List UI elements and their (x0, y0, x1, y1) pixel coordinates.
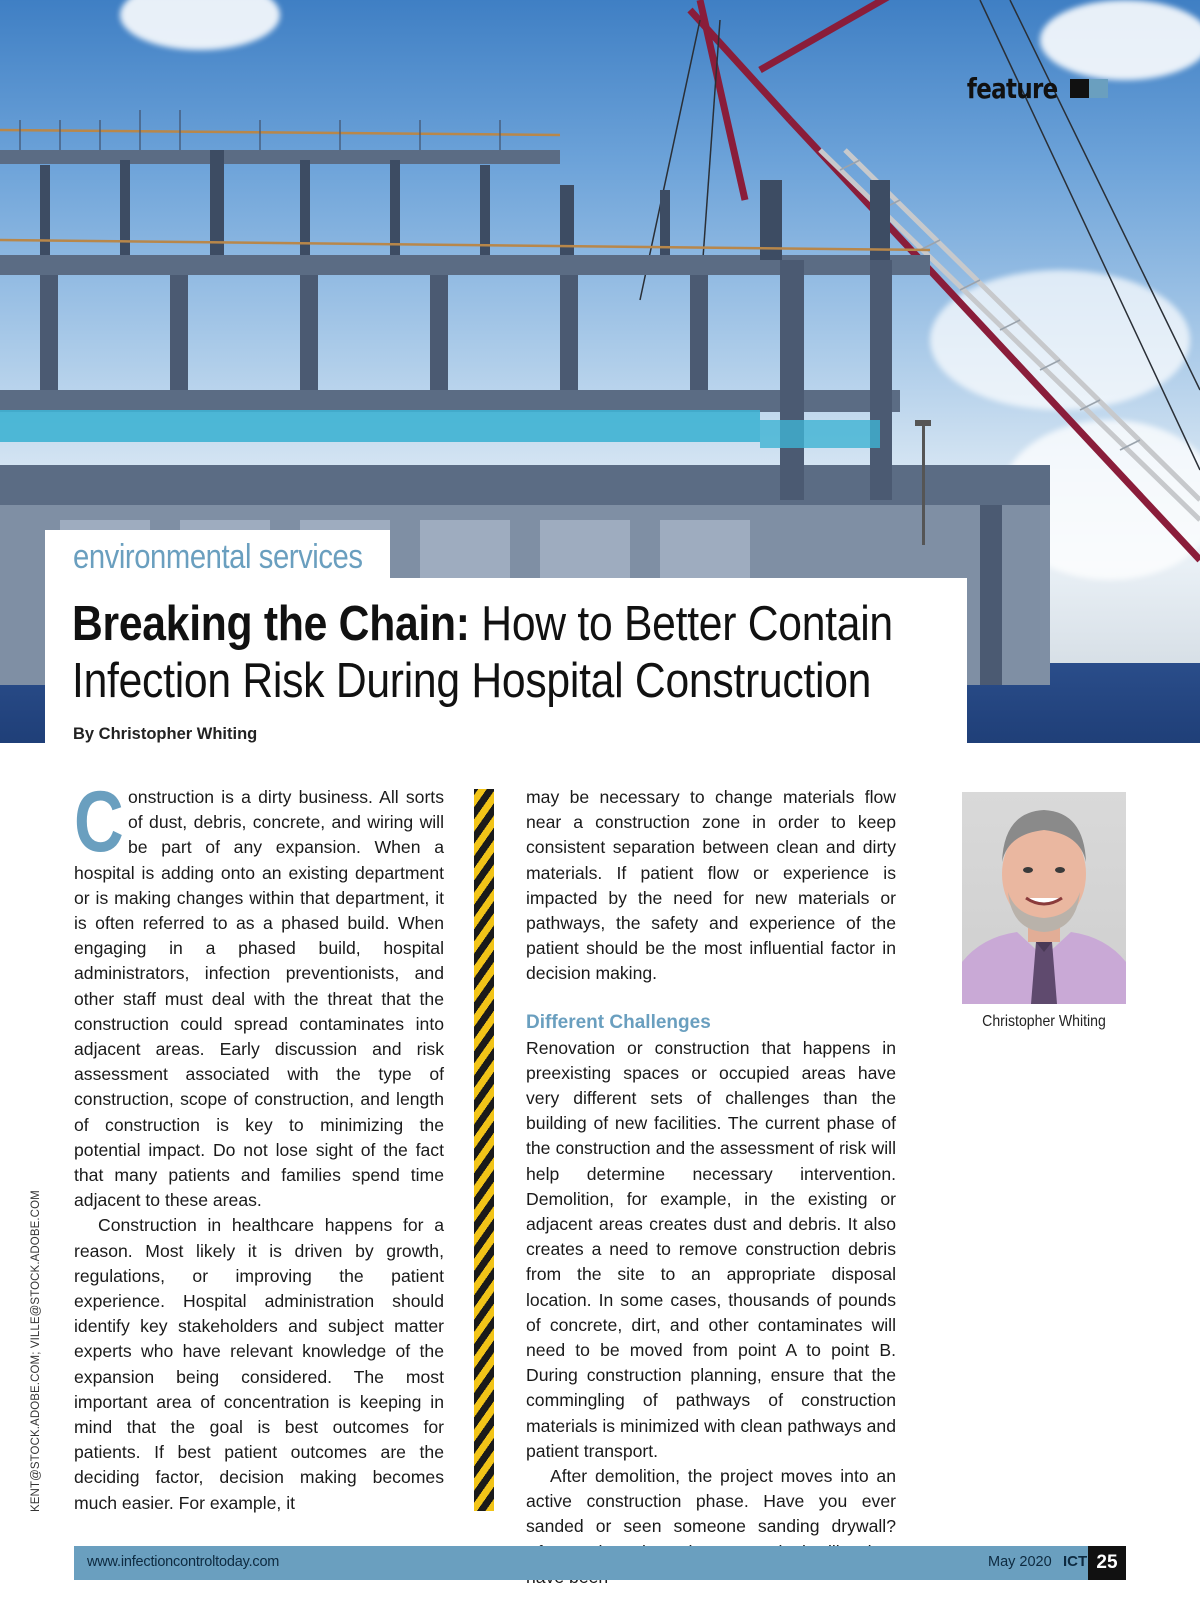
feature-squares-icon (1070, 79, 1108, 98)
feature-tag (947, 72, 1108, 105)
headline-bold: Breaking the Chain: (72, 597, 470, 651)
article-headline (72, 596, 907, 710)
footer-date: May 2020 (988, 1554, 1052, 1570)
article-column-2 (526, 785, 896, 1590)
subheading: Different Challenges (526, 1011, 711, 1033)
author-portrait-icon (962, 792, 1126, 1004)
paragraph (74, 774, 444, 1213)
author-photo-caption: Christopher Whiting (982, 1013, 1106, 1030)
section-label: environmental services (73, 538, 363, 576)
drop-cap: C (74, 774, 124, 870)
footer-magazine: ICT (1063, 1553, 1088, 1570)
photo-credit: KENT@STOCK.ADOBE.COM; VILLE@STOCK.ADOBE.COM (30, 1190, 42, 1512)
feature-label: feature (967, 72, 1058, 105)
paragraph: may be necessary to change materials flow near a construction zone in order to keep consistent separation between clean and dirty materials. If patient flow or experience is impacted by the need for new materials or pathways, the safety and experience of the patient should be the most influential factor in decision making. (526, 787, 896, 984)
author-photo (962, 792, 1126, 1004)
paragraph: Renovation or construction that happens in preexisting spaces or occupied areas have very different sets of challenges than the building of new facilities. The current phase of the construction and the assessment of risk will help determine necessary intervention. Demolition, for example, in the existing or adjacent areas creates dust and debris. It also creates a need to remove construction debris from the site to an appropriate disposal location. In some cases, thousands of pounds of concrete, dirt, and other contaminates will need to be moved from point A to point B. During construction planning, ensure that the commingling of pathways of construction materials is minimized with clean pathways and patient transport. (526, 1037, 896, 1461)
paragraph: Construction in healthcare happens for a reason. Most likely it is driven by growth, regulations, or improving the patient experience. Hospital administration should identify key stakeholders and subject matter experts who have relevant knowledge of the expansion being considered. The most important area of concentration is keeping in mind that the goal is best outcomes for patients. If best patient outcomes are the deciding factor, decision making becomes much easier. For example, it (74, 1215, 444, 1513)
page-number: 25 (1088, 1546, 1126, 1580)
headline-line1-rest: How to Better Contain (469, 597, 893, 651)
footer-url[interactable]: www.infectioncontroltoday.com (87, 1554, 280, 1570)
article-column-1 (74, 774, 444, 1516)
hazard-stripe-divider (474, 789, 494, 1511)
paragraph-text: onstruction is a dirty business. All sorts of dust, debris, concrete, and wiring will be part of any expansion. When a hospital is adding onto an existing department or is making changes within that department, it is often referred to as a phased build. When engaging in a phased build, hospital administrators, infection preventionists, and other staff must deal with the threat that the construction could spread contaminates into adjacent areas. Early discussion and risk assessment associated with the type of construction, scope of construction, and length of construction is key to minimizing the potential impact. Do not lose sight of the fact that many patients and families spend time adjacent to these areas. (74, 787, 444, 1211)
byline: By Christopher Whiting (73, 725, 258, 743)
black-square-icon (1070, 79, 1089, 98)
paragraph: After demolition, the project moves into an active construction phase. Have you ever sanded or seen someone sanding drywall? (526, 1466, 896, 1537)
headline-line2: Infection Risk During Hospital Construction (72, 654, 872, 708)
blue-square-icon (1089, 79, 1108, 98)
